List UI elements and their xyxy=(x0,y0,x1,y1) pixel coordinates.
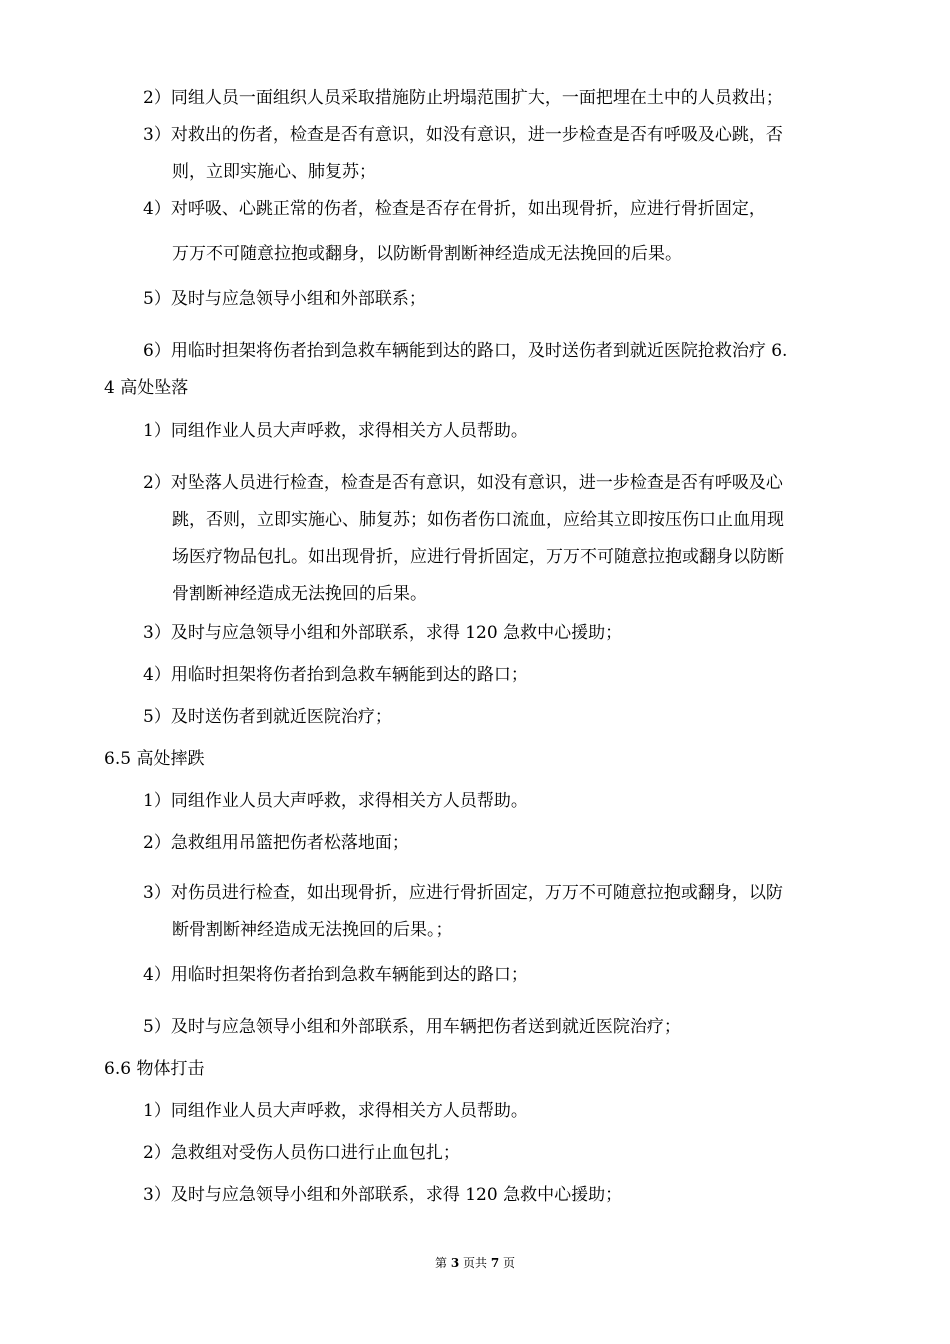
section-heading: 4 高处坠落 xyxy=(104,378,189,398)
text-line: 1）同组作业人员大声呼救，求得相关方人员帮助。 xyxy=(143,421,528,441)
text-line: 5）及时与应急领导小组和外部联系，用车辆把伤者送到就近医院治疗； xyxy=(143,1017,681,1037)
text-line: 5）及时与应急领导小组和外部联系； xyxy=(143,289,426,309)
section-heading: 6.5 高处摔跌 xyxy=(104,749,205,769)
text-line: 5）及时送伤者到就近医院治疗； xyxy=(143,707,392,727)
text-line: 1）同组作业人员大声呼救，求得相关方人员帮助。 xyxy=(143,791,528,811)
total-page-count: 7 xyxy=(490,1256,500,1270)
text-line: 3）对伤员进行检查，如出现骨折，应进行骨折固定，万万不可随意拉抱或翻身，以防 xyxy=(143,883,783,903)
text-line: 则，立即实施心、肺复苏； xyxy=(172,162,376,182)
text-line: 骨割断神经造成无法挽回的后果。 xyxy=(172,584,427,604)
text-line: 1）同组作业人员大声呼救，求得相关方人员帮助。 xyxy=(143,1101,528,1121)
text-line: 场医疗物品包扎。如出现骨折，应进行骨折固定，万万不可随意拉抱或翻身以防断 xyxy=(172,547,784,567)
section-heading: 6.6 物体打击 xyxy=(104,1059,205,1079)
text-line: 3）及时与应急领导小组和外部联系，求得 120 急救中心援助； xyxy=(143,623,623,643)
text-line: 断骨割断神经造成无法挽回的后果。； xyxy=(172,920,453,940)
text-line: 3）及时与应急领导小组和外部联系，求得 120 急救中心援助； xyxy=(143,1185,623,1205)
current-page-number: 3 xyxy=(450,1256,460,1270)
text-line: 跳，否则，立即实施心、肺复苏；如伤者伤口流血，应给其立即按压伤口止血用现 xyxy=(172,510,784,530)
page-footer xyxy=(0,1255,950,1271)
text-line: 6）用临时担架将伤者抬到急救车辆能到达的路口，及时送伤者到就近医院抢救治疗 6. xyxy=(143,341,788,361)
text-line: 2）同组人员一面组织人员采取措施防止坍塌范围扩大，一面把埋在土中的人员救出； xyxy=(143,88,783,108)
text-line: 2）急救组对受伤人员伤口进行止血包扎； xyxy=(143,1143,460,1163)
text-line: 3）对救出的伤者，检查是否有意识，如没有意识，进一步检查是否有呼吸及心跳，否 xyxy=(143,125,783,145)
footer-suffix: 页 xyxy=(499,1256,515,1270)
text-line: 4）用临时担架将伤者抬到急救车辆能到达的路口； xyxy=(143,665,528,685)
text-line: 2）对坠落人员进行检查，检查是否有意识，如没有意识，进一步检查是否有呼吸及心 xyxy=(143,473,783,493)
text-line: 2）急救组用吊篮把伤者松落地面； xyxy=(143,833,409,853)
text-line: 万万不可随意拉抱或翻身，以防断骨割断神经造成无法挽回的后果。 xyxy=(172,244,682,264)
text-line: 4）对呼吸、心跳正常的伤者，检查是否存在骨折，如出现骨折，应进行骨折固定， xyxy=(143,199,766,219)
footer-prefix: 第 xyxy=(434,1256,451,1270)
text-line: 4）用临时担架将伤者抬到急救车辆能到达的路口； xyxy=(143,965,528,985)
footer-middle: 页共 xyxy=(459,1256,491,1270)
